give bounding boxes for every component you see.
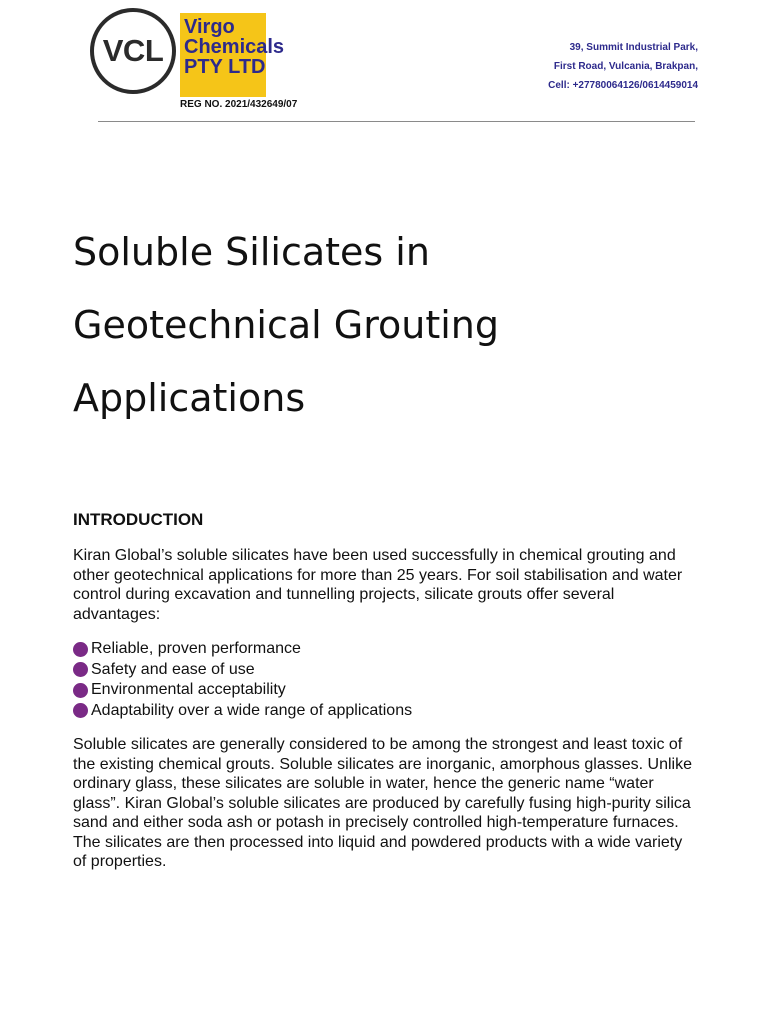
address-line: 39, Summit Industrial Park,: [569, 42, 698, 53]
intro-paragraph: Kiran Global’s soluble silicates have been used successfully in chemical grouting and other geotechnical applications for more than 25 years. For soil stabilisation and water control during excavation and tunnelling projects, silicate grouts offer several advantages:: [73, 547, 683, 623]
address-line: Cell: +27780064126/0614459014: [548, 80, 698, 91]
company-name-line: PTY LTD: [184, 56, 266, 78]
bullet-dot-icon: [73, 662, 88, 677]
list-item-text: Adaptability over a wide range of applications: [91, 701, 413, 719]
title-line: Soluble Silicates in: [73, 230, 430, 274]
list-item: [73, 639, 698, 660]
company-name-line: Virgo: [184, 16, 235, 38]
company-name: [184, 17, 284, 77]
company-name-line: Chemicals: [184, 36, 285, 58]
title-line: Applications: [73, 376, 306, 420]
bullet-dot-icon: [73, 642, 88, 657]
vcl-logo-circle: [90, 8, 176, 94]
list-item-text: Safety and ease of use: [91, 660, 255, 678]
list-item-text: Reliable, proven performance: [91, 640, 301, 658]
list-item: [73, 660, 698, 681]
bullet-dot-icon: [73, 703, 88, 718]
body-paragraph: Soluble silicates are generally considered to be among the strongest and least toxic of the existing chemical grouts. Soluble silicates are inorganic, amorphous glasses. Unlike ordinary glass, these silicates are soluble in water, hence the generic name “water glass”. Kiran Global’s soluble silicates are produced by carefully fusing high-purity silica sand and either soda ash or potash in precisely controlled high-temperature furnaces. The silicates are then processed into liquid and powdered products with a wide variety of properties.: [73, 736, 692, 870]
title-line: Geotechnical Grouting: [73, 303, 500, 347]
advantages-list: [73, 639, 698, 721]
company-address: [548, 38, 698, 95]
address-line: First Road, Vulcania, Brakpan,: [553, 61, 698, 72]
registration-number: REG NO. 2021/432649/07: [180, 99, 298, 110]
list-item: [73, 701, 698, 722]
document-title: [73, 216, 713, 435]
list-item-text: Environmental acceptability: [91, 681, 286, 699]
header-divider: [98, 121, 695, 122]
bullet-dot-icon: [73, 683, 88, 698]
list-item: [73, 680, 698, 701]
logo-initials: VCL: [102, 33, 164, 68]
section-heading: INTRODUCTION: [73, 510, 204, 529]
